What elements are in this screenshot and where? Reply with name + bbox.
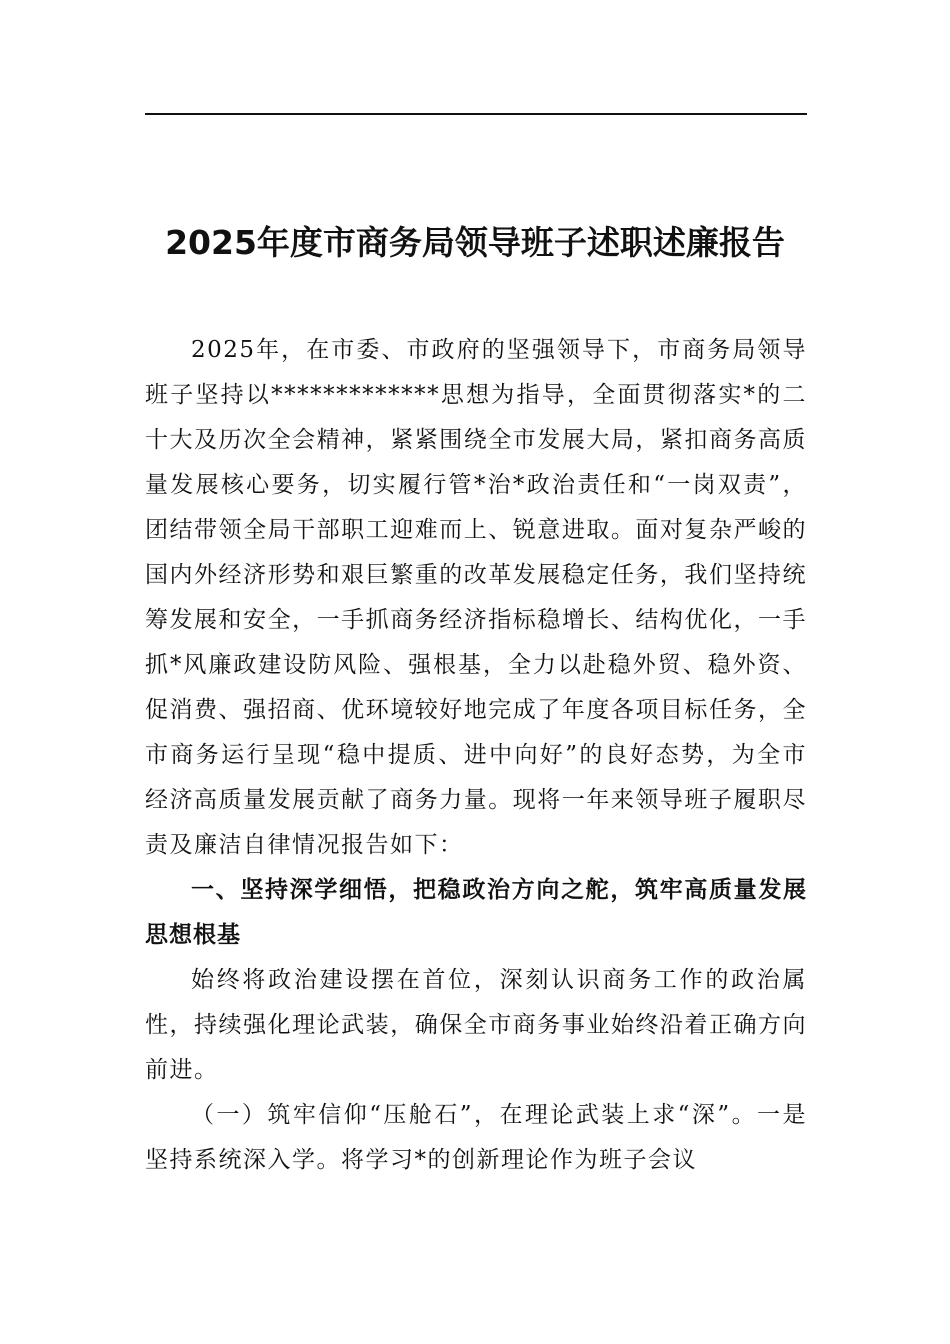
- section-heading-1: 一、坚持深学细悟，把稳政治方向之舵，筑牢高质量发展思想根基: [145, 877, 807, 948]
- document-body: [145, 328, 807, 1183]
- header-rule: [145, 113, 807, 115]
- document-title: 2025年度市商务局领导班子述职述廉报告: [165, 223, 785, 263]
- section-1-paragraph: 始终将政治建设摆在首位，深刻认识商务工作的政治属性，持续强化理论武装，确保全市商务事业始终沿着正确方向前进。: [145, 967, 807, 1083]
- subsection-1-paragraph: （一）筑牢信仰“压舱石”，在理论武装上求“深”。一是坚持系统深入学。将学习*的创新理论作为班子会议: [145, 1102, 807, 1173]
- intro-paragraph: 2025年，在市委、市政府的坚强领导下，市商务局领导班子坚持以*************思想为指导，全面贯彻落实*的二十大及历次全会精神，紧紧围绕全市发展大局，紧扣商务高质量发展核心要务，切实履行管*治*政治责任和“一岗双责”，团结带领全局干部职工迎难而上、锐意进取。面对复杂严峻的国内外经济形势和艰巨繁重的改革发展稳定任务，我们坚持统筹发展和安全，一手抓商务经济指标稳增长、结构优化，一手抓*风廉政建设防风险、强根基，全力以赴稳外贸、稳外资、促消费、强招商、优环境较好地完成了年度各项目标任务，全市商务运行呈现“稳中提质、进中向好”的良好态势，为全市经济高质量发展贡献了商务力量。现将一年来领导班子履职尽责及廉洁自律情况报告如下：: [145, 337, 807, 858]
